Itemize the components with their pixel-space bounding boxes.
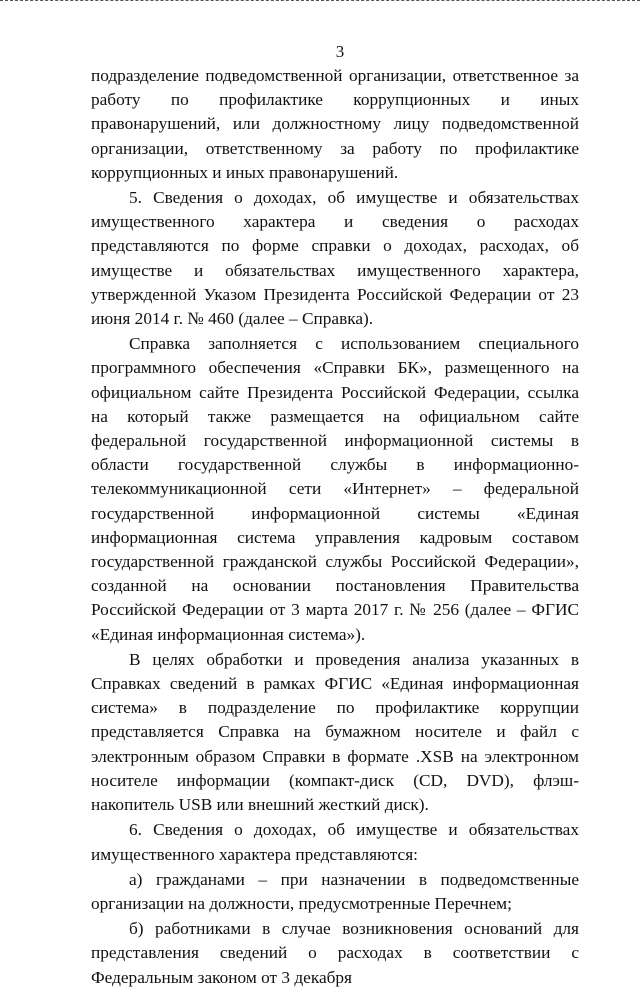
paragraph-item-6a: а) гражданами – при назначении в подведомственные организации на должности, предусмотренные Перечнем; [91,869,579,913]
document-body [91,64,579,990]
paragraph-item-6b: б) работниками в случае возникновения оснований для представления сведений о расходах в соответствии с Федеральным законом от 3 декабря [91,919,579,987]
paragraph-continuation: подразделение подведомственной организации, ответственное за работу по профилактике коррупционных и иных правонарушений, или должностному лицу подведомственной организации, ответственному за работу по профилактике коррупционных и иных правонарушений. [91,66,579,182]
paragraph-item-6: 6. Сведения о доходах, об имуществе и обязательствах имущественного характера представляются: [91,820,579,864]
page-top-edge [0,0,640,3]
paragraph-fgis-processing: В целях обработки и проведения анализа указанных в Справках сведений в рамках ФГИС «Единая информационная система» в подразделение по профилактике коррупции представляется Справка на бумажном носителе и файл с электронным образом Справки в формате .XSB на электронном носителе информации (компакт-диск (CD, DVD), флэш-накопитель USB или внешний жесткий диск). [91,649,579,815]
paragraph-spravka-software: Справка заполняется с использованием специального программного обеспечения «Справки БК», размещенного на официальном сайте Президента Российской Федерации, ссылка на который также размещается на официальном сайте федеральной государственной информационной системы в области государственной службы в информационно-телекоммуникационной сети «Интернет» – федеральной государственной информационной системы «Единая информационная система управления кадровым составом государственной гражданской службы Российской Федерации», созданной на основании постановления Правительства Российской Федерации от 3 марта 2017 г. № 256 (далее – ФГИС «Единая информационная система»). [91,334,579,644]
paragraph-item-5: 5. Сведения о доходах, об имуществе и обязательствах имущественного характера и сведения о расходах представляются по форме справки о доходах, расходах, об имуществе и обязательствах имущественного характера, утвержденной Указом Президента Российской Федерации от 23 июня 2014 г. № 460 (далее – Справка). [91,188,579,329]
page-number: 3 [335,42,345,61]
